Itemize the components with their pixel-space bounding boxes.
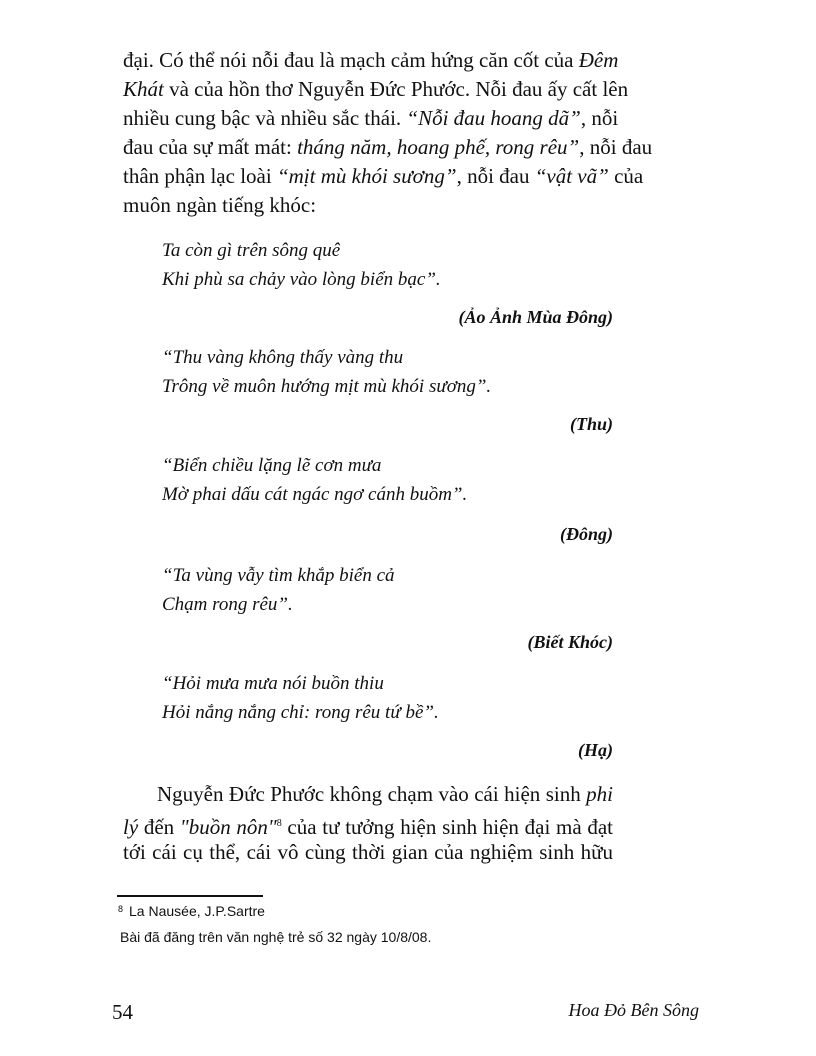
poem-source: (Hạ) bbox=[578, 740, 613, 760]
page-number: 54 bbox=[112, 1000, 133, 1024]
footnote-divider bbox=[117, 895, 263, 897]
text-run: và của hồn thơ Nguyễn Đức Phước. Nỗi đau ấy cất lên bbox=[163, 77, 629, 101]
poem-source: (Ảo Ảnh Mùa Đông) bbox=[458, 307, 613, 327]
footnote-reference[interactable]: 8 bbox=[276, 818, 282, 829]
italic-quote: tháng năm, hoang phế, rong rêu” bbox=[297, 135, 580, 159]
italic-quote: “vật vã” bbox=[534, 164, 609, 188]
italic-quote: "buồn nôn" bbox=[179, 815, 277, 839]
text-line bbox=[157, 780, 613, 809]
verse-line: Chạm rong rêu”. bbox=[162, 594, 293, 615]
text-run: thân phận lạc loài bbox=[123, 164, 277, 188]
text-run: , nỗi bbox=[580, 106, 619, 130]
text-line bbox=[123, 162, 644, 191]
running-title: Hoa Đỏ Bên Sông bbox=[568, 1000, 699, 1020]
text-run: muôn ngàn tiếng khóc: bbox=[123, 193, 317, 217]
footnote-text: La Nausée, J.P.Sartre bbox=[129, 903, 265, 919]
verse-line: Ta còn gì trên sông quê bbox=[162, 240, 341, 261]
footnote-marker: 8 bbox=[118, 904, 124, 914]
publication-note: Bài đã đăng trên văn nghệ trẻ số 32 ngày 10/8/08. bbox=[120, 929, 432, 945]
poem-source: (Thu) bbox=[569, 414, 613, 434]
italic-term: phi bbox=[586, 782, 613, 806]
italic-quote: “mịt mù khói sương” bbox=[276, 164, 457, 188]
italic-term: lý bbox=[123, 815, 139, 839]
verse-line: Trông về muôn hướng mịt mù khói sương”. bbox=[162, 376, 492, 397]
text-run: của tư tưởng hiện sinh hiện đại mà đạt bbox=[281, 815, 614, 839]
poem-source: (Đông) bbox=[560, 524, 613, 544]
text-run: Nguyễn Đức Phước không chạm vào cái hiện sinh bbox=[157, 782, 587, 806]
text-run: , nỗi đau bbox=[456, 164, 535, 188]
text-run: đại. Có thể nói nỗi đau là mạch cảm hứng căn cốt của bbox=[123, 48, 579, 72]
italic-title: Khát bbox=[123, 77, 164, 101]
text-run: , nỗi đau bbox=[579, 135, 653, 159]
text-run: đau của sự mất mát: bbox=[123, 135, 298, 159]
text-line bbox=[123, 46, 619, 75]
verse-line: “Biển chiều lặng lẽ cơn mưa bbox=[162, 455, 382, 476]
verse-line: “Hỏi mưa mưa nói buồn thiu bbox=[162, 673, 384, 694]
text-run: tới cái cụ thể, cái vô cùng thời gian của nghiệm sinh hữu bbox=[123, 840, 613, 864]
text-line bbox=[123, 838, 613, 867]
text-line bbox=[123, 104, 619, 133]
verse-line: Hỏi nắng nắng chỉ: rong rêu tứ bề”. bbox=[162, 702, 439, 723]
text-line bbox=[123, 75, 629, 104]
text-line bbox=[123, 133, 653, 162]
verse-line: “Thu vàng không thấy vàng thu bbox=[162, 347, 404, 368]
text-line bbox=[123, 191, 316, 220]
text-run: nhiều cung bậc và nhiều sắc thái. bbox=[123, 106, 407, 130]
text-run: của bbox=[608, 164, 644, 188]
verse-line: Mờ phai dấu cát ngác ngơ cánh buồm”. bbox=[162, 484, 468, 505]
italic-quote: “Nỗi đau hoang dã” bbox=[406, 106, 581, 130]
verse-line: “Ta vùng vẫy tìm khắp biển cả bbox=[162, 565, 395, 586]
italic-title: Đêm bbox=[578, 48, 619, 72]
verse-line: Khi phù sa chảy vào lòng biển bạc”. bbox=[162, 269, 441, 290]
footnote bbox=[118, 903, 265, 919]
text-run: đến bbox=[138, 815, 180, 839]
poem-source: (Biết Khóc) bbox=[527, 632, 613, 652]
